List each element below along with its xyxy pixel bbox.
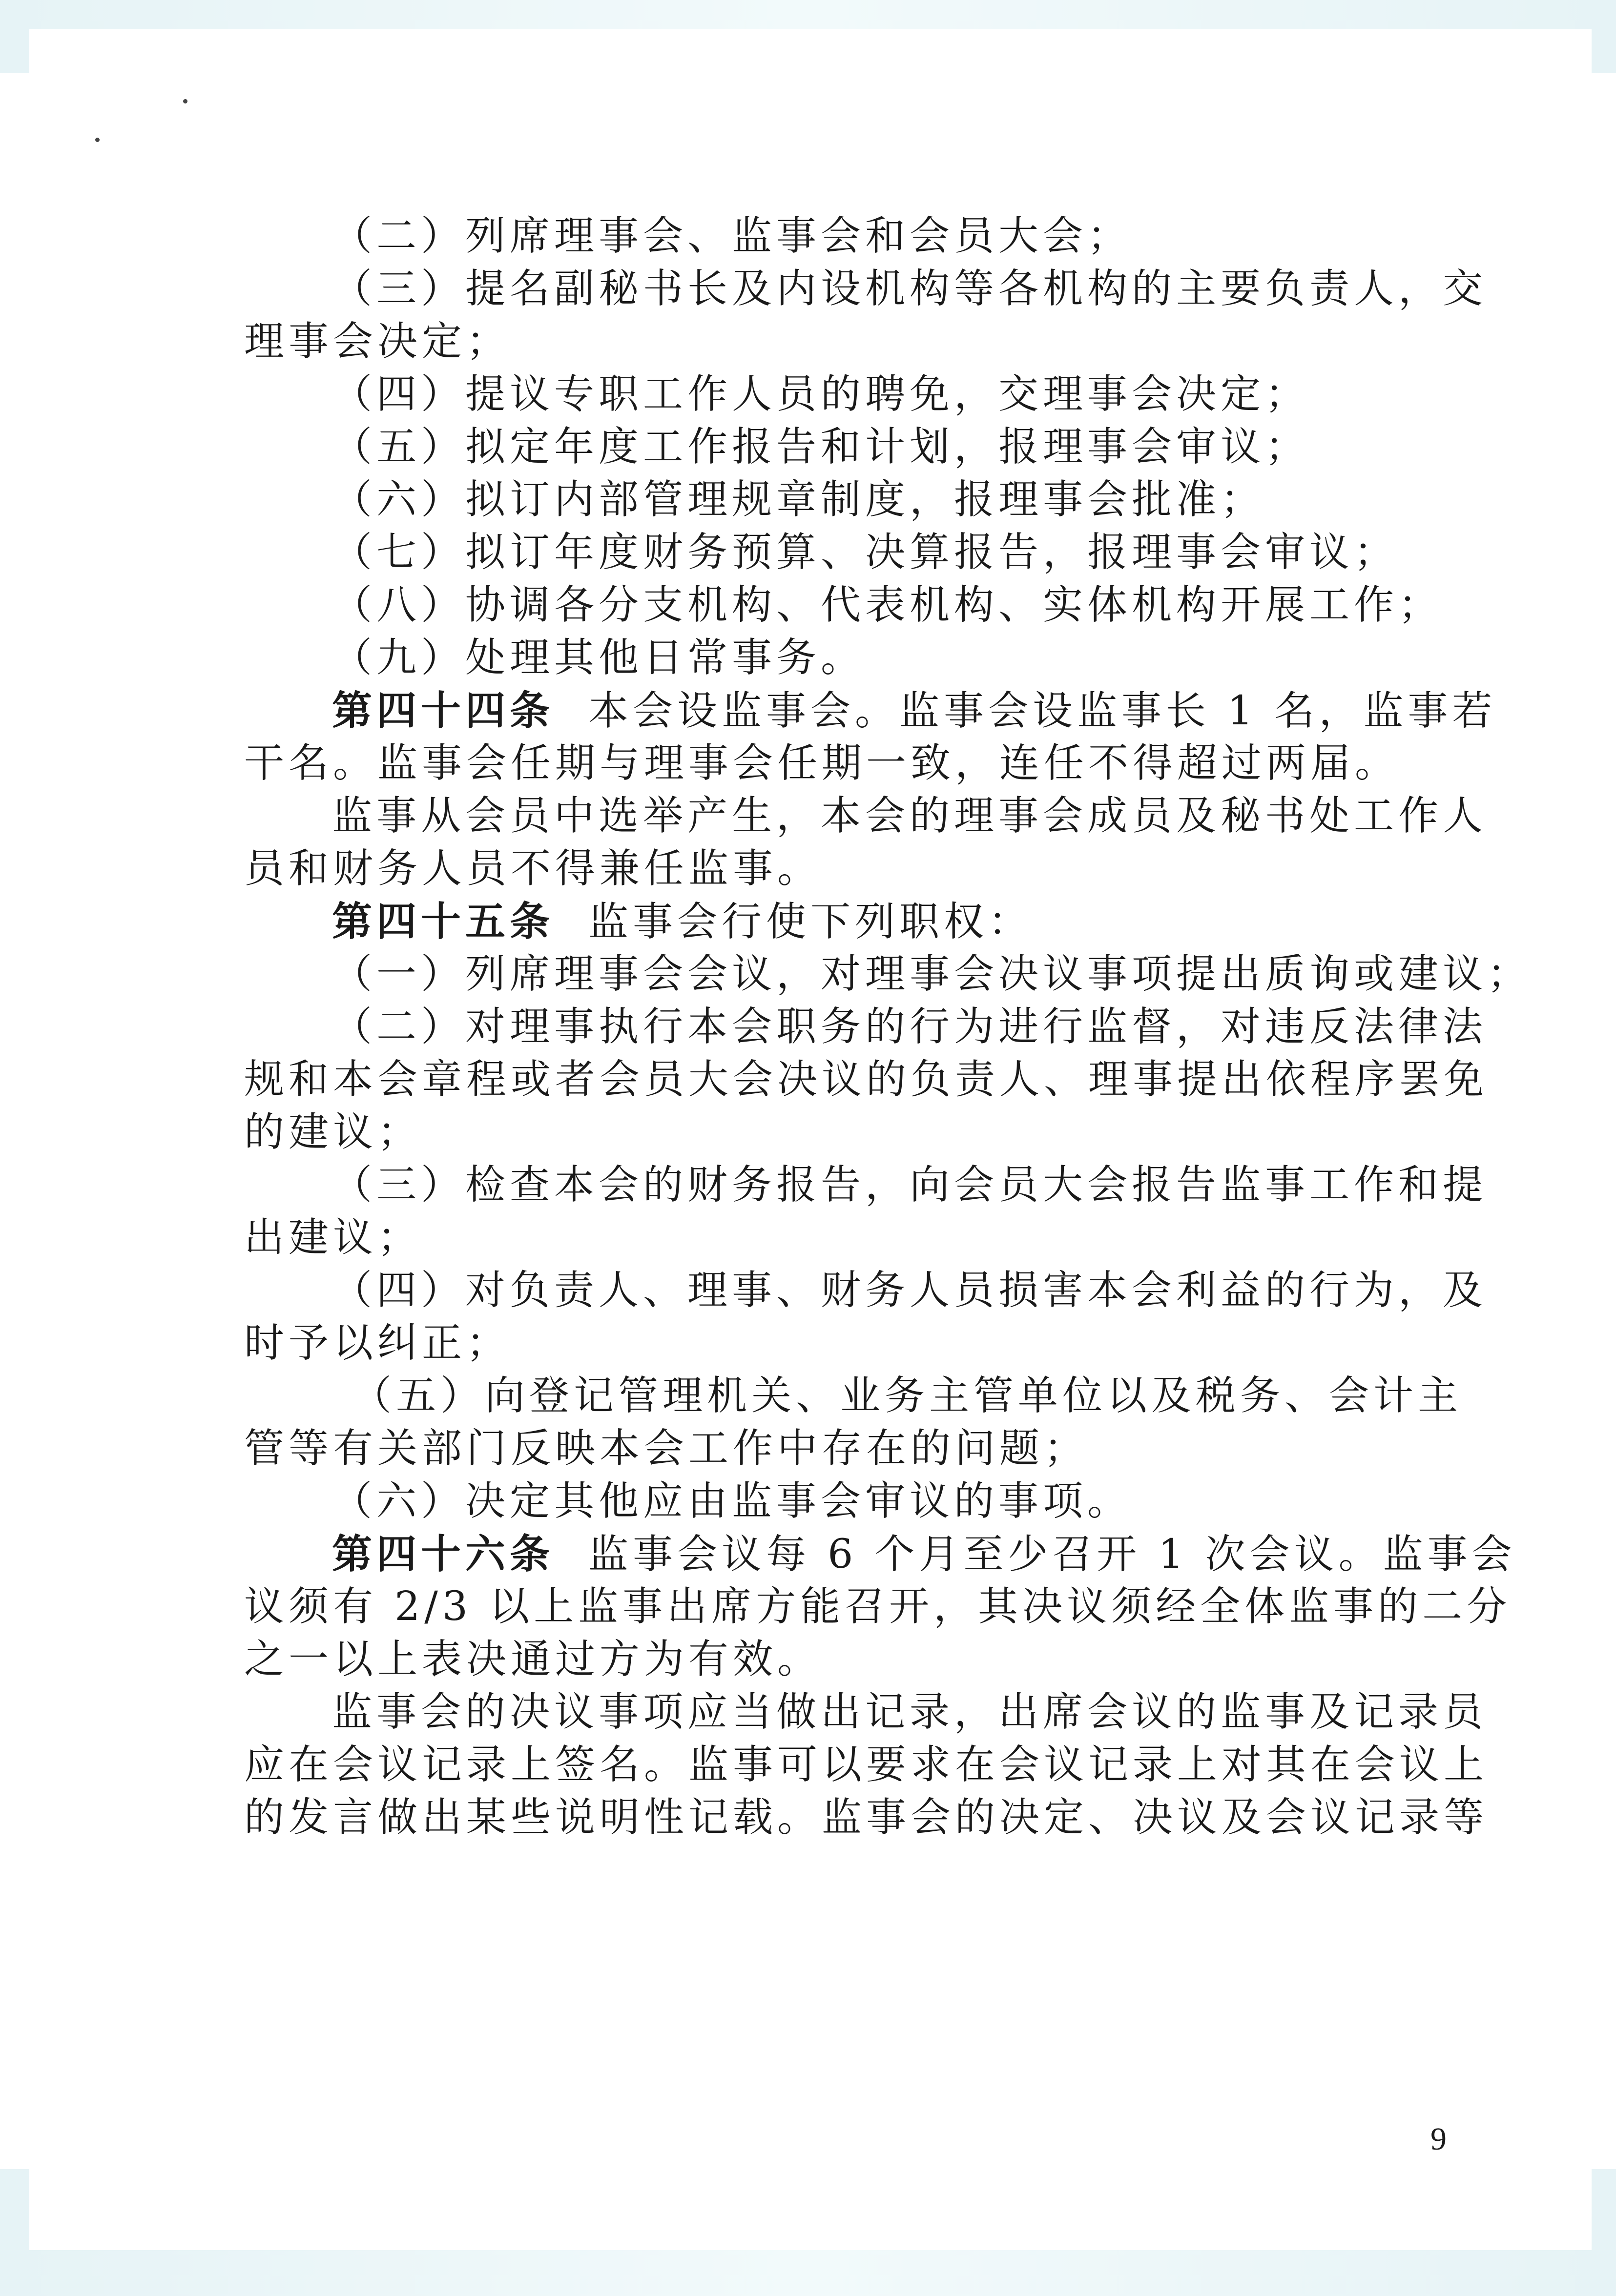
line-text: （六）决定其他应由监事会审议的事项。: [332, 1478, 1132, 1524]
text-line: [244, 1053, 1489, 1106]
text-line: [244, 1791, 1489, 1844]
line-text: 本会设监事会。监事会设监事长 1 名，监事若: [588, 688, 1497, 734]
line-text: （二）对理事执行本会职务的行为进行监督，对违反法律法: [332, 1004, 1488, 1050]
text-line: [244, 1633, 1445, 1686]
line-text: 的发言做出某些说明性记载。监事会的决定、决议及会议记录等: [244, 1794, 1489, 1841]
text-line: [244, 1106, 1445, 1159]
scan-speck: [95, 138, 100, 142]
line-text: （四）提议专职工作人员的聘免，交理事会决定；: [332, 371, 1310, 417]
line-text: 之一以上表决通过方为有效。: [244, 1636, 822, 1682]
line-text: （六）拟订内部管理规章制度，报理事会批准；: [332, 476, 1265, 523]
text-line: [244, 210, 1445, 263]
line-text: 管等有关部门反映本会工作中存在的问题；: [244, 1425, 1089, 1472]
line-text: 理事会决定；: [244, 318, 511, 365]
text-line: [244, 1211, 1445, 1264]
text-line: [244, 526, 1445, 579]
text-line: [244, 1317, 1445, 1370]
text-line: [244, 1370, 1463, 1422]
article-heading-line: [244, 895, 1445, 948]
article-number: 第四十六条: [332, 1531, 555, 1578]
text-line: [244, 948, 1532, 1001]
line-text: （三）提名副秘书长及内设机构等各机构的主要负责人，交: [332, 266, 1488, 312]
line-text: 干名。监事会任期与理事会任期一致，连任不得超过两届。: [244, 740, 1400, 786]
line-text: 时予以纠正；: [244, 1320, 511, 1366]
line-text: （二）列席理事会、监事会和会员大会；: [332, 213, 1132, 259]
line-text: 员和财务人员不得兼任监事。: [244, 845, 822, 892]
line-text: 出建议；: [244, 1214, 422, 1261]
text-line: [244, 790, 1488, 842]
article-heading-line: [244, 1528, 1516, 1580]
text-line: [244, 263, 1488, 315]
article-number: 第四十四条: [332, 687, 555, 734]
page-number: 9: [1430, 2121, 1447, 2157]
text-line: [244, 1686, 1488, 1739]
line-text: 监事会行使下列职权：: [588, 899, 1033, 945]
text-line: [244, 1422, 1445, 1475]
line-text: （七）拟订年度财务预算、决算报告，报理事会审议；: [332, 529, 1399, 575]
document-body: [244, 210, 1532, 1844]
line-text: （五）拟定年度工作报告和计划，报理事会审议；: [332, 424, 1310, 470]
text-line: [244, 1739, 1489, 1791]
line-text: 监事会议每 6 个月至少召开 1 次会议。监事会: [588, 1531, 1516, 1578]
text-line: [244, 421, 1445, 473]
line-text: （八）协调各分支机构、代表机构、实体机构开展工作；: [332, 582, 1443, 628]
text-line: [244, 1159, 1488, 1211]
text-line: [244, 1001, 1488, 1053]
line-text: 监事会的决议事项应当做出记录，出席会议的监事及记录员: [332, 1689, 1488, 1735]
text-line: [244, 842, 1445, 895]
text-line: [244, 1580, 1512, 1633]
line-text: （五）向登记管理机关、业务主管单位以及税务、会计主: [352, 1373, 1463, 1419]
text-line: [244, 368, 1445, 421]
line-text: 监事从会员中选举产生，本会的理事会成员及秘书处工作人: [332, 793, 1488, 839]
line-text: 应在会议记录上签名。监事可以要求在会议记录上对其在会议上: [244, 1742, 1489, 1788]
text-line: [244, 1475, 1445, 1528]
text-line: [244, 1264, 1488, 1317]
article-heading-line: [244, 684, 1497, 737]
line-text: （一）列席理事会会议，对理事会决议事项提出质询或建议；: [332, 951, 1532, 997]
text-line: [244, 579, 1445, 632]
line-text: （三）检查本会的财务报告，向会员大会报告监事工作和提: [332, 1162, 1488, 1208]
line-text: 规和本会章程或者会员大会决议的负责人、理事提出依程序罢免: [244, 1056, 1489, 1103]
text-line: [244, 315, 1445, 368]
text-line: [244, 632, 1445, 684]
text-line: [244, 737, 1445, 790]
line-text: （四）对负责人、理事、财务人员损害本会利益的行为，及: [332, 1267, 1488, 1313]
line-text: 议须有 2/3 以上监事出席方能召开，其决议须经全体监事的二分: [244, 1583, 1512, 1630]
scan-speck: [183, 99, 187, 103]
line-text: （九）处理其他日常事务。: [332, 635, 866, 681]
article-number: 第四十五条: [332, 898, 555, 945]
line-text: 的建议；: [244, 1109, 422, 1155]
text-line: [244, 473, 1445, 526]
